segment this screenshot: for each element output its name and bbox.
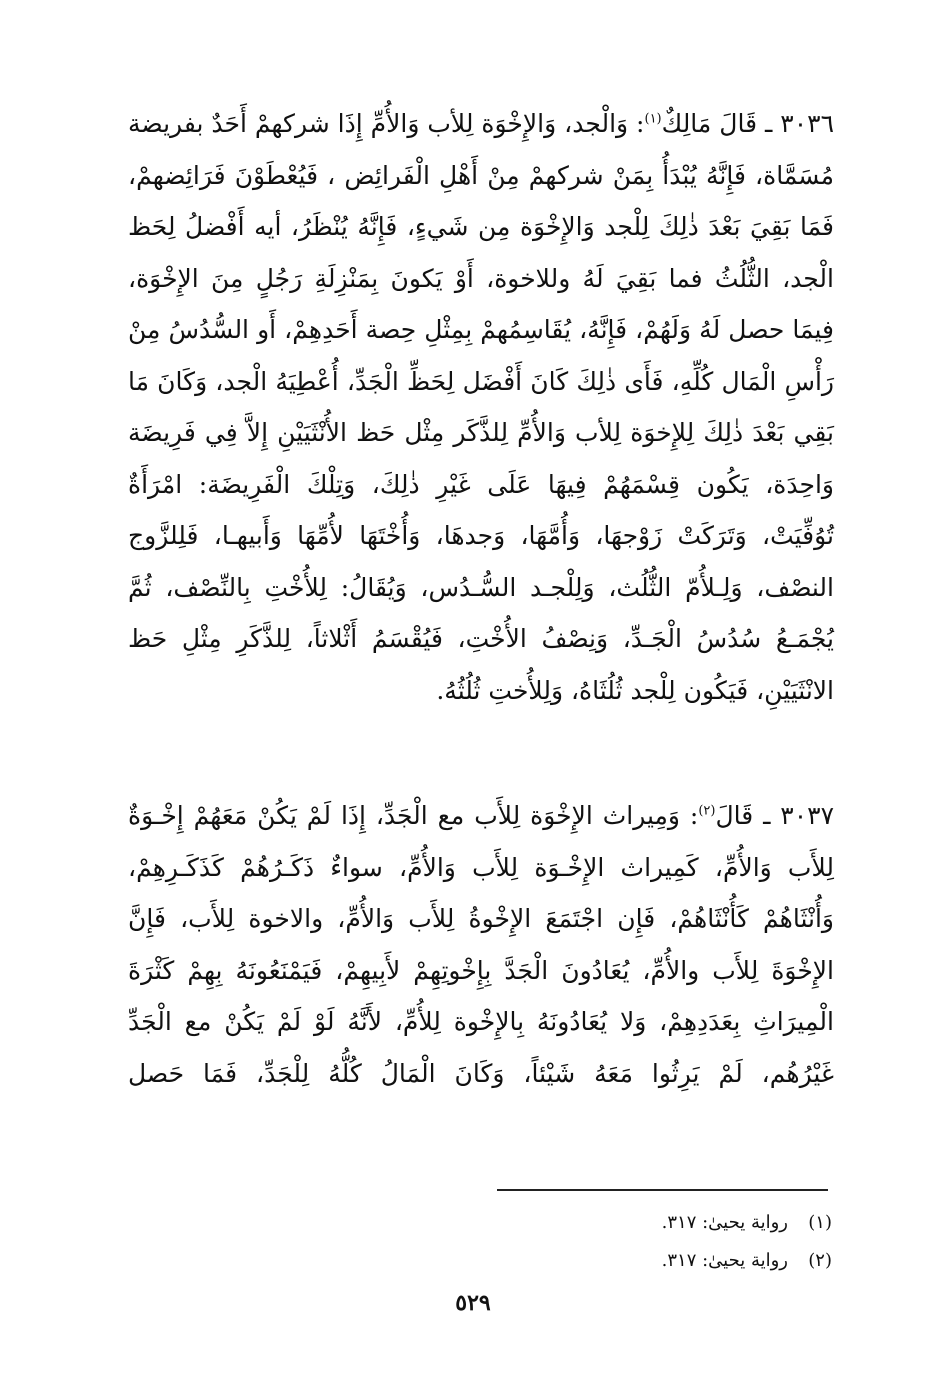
paragraph-number: ٣٠٣٧: [780, 801, 834, 830]
paragraph-3037: [128, 790, 834, 1099]
paragraph-lead: ـ قَالَ مَالِكٌ: [661, 109, 781, 138]
footnote-text: رواية يحيىٰ: ٣١٧.: [661, 1212, 788, 1233]
footnote-reference[interactable]: (١): [644, 111, 662, 127]
paragraph-body: [128, 790, 834, 1099]
page-number: ٥٢٩: [455, 1290, 491, 1316]
footnote-reference[interactable]: (٢): [698, 803, 716, 819]
paragraph-lead: ـ قَالَ: [715, 801, 781, 830]
paragraph-3036: [128, 98, 834, 716]
footnote-number: (٢): [808, 1250, 832, 1271]
paragraph-number: ٣٠٣٦: [780, 109, 834, 138]
paragraph-text: : وَالْجد، وَالإِخْوَة لِلأب وَالأُمِّ إِذَا شركهمْ أَحَدٌ بفريضة مُسَمَّاة، فَإِنَّهُ يُبْدَأُ بِمَنْ شركهمْ مِنْ أَهْلِ الْفَرائِض ، فَيُعْطَوْنَ فَرَائِضهمْ، فَمَا بَقِيَ بَعْدَ ذٰلِكَ لِلْجد وَالإِخْوَة مِن شَيءٍ، فَإِنَّهُ يُنْظَرُ، أيه أَفْضلُ لِحَظ الْجد، الثُّلُثُ فما بَقِيَ لَهُ وللاخوة، أَوْ يَكونَ بِمَنْزِلَةِ رَجُلٍ مِنَ الإِخْوَة، فِيمَا حصل لَهُ وَلَهُمْ، فَإِنَّهُ، يُقَاسِمُهمْ بِمِثْلِ حِصة أَحَدِهِمْ، أَو السُّدُسُ مِنْ رَأْسِ الْمَال كُلِّهِ، فَأَى ذٰلِكَ كَانَ أَفْضَل لِحَظِّ الْجَدِّ، أُعْطِيَهُ الْجد، وَكَانَ مَا بَقِي بَعْدَ ذٰلِكَ لِلإِخوَة لِلأب وَالأُمِّ لِلذَّكَر مِثْل حَظ الأُنْثَيَيْنِ إِلاَّ فِي فَرِيضَة وَاحِدَة، يَكُون قِسْمَهُمْ فِيهَا عَلَى غَيْرِ ذٰلِكَ، وَتِلْكَ الْفَرِيضَة: امْرَأَةٌ تُوُفِّيَتْ، وَتَرَكَتْ زَوْجهَا، وَأُمَّهَا، وَجدهَا، وَأُخْتَهَا لأُمِّهَا وَأَبيهـا، فَلِلزَّوج النصْف، وَلِـلأُمّ الثُّلُث، وَلِلْجـد السُّـدُس، وَيُقَالُ: لِلأُخْتِ بِالنِّصْف، ثُمَّ يُجْمَـعُ سُدُسُ الْجَـدِّ، وَنِصْفُ الأُخْتِ، فَيُقْسَمُ أَثْلاثاً، لِلذَّكَرِ مِثْلِ حَظ الانْثَيَيْنِ، فَيَكُون لِلْجد ثُلُثَاهُ، وَلِلأُختِ ثُلُثُهُ.: [128, 109, 834, 705]
paragraph-body: [128, 98, 834, 716]
footnote-number: (١): [808, 1212, 832, 1233]
footnotes: [500, 1204, 832, 1280]
footnote-item: [500, 1242, 832, 1280]
footnote-separator: [497, 1189, 828, 1191]
footnote-text: رواية يحيىٰ: ٣١٧.: [661, 1250, 788, 1271]
footnote-item: [500, 1204, 832, 1242]
paragraph-text: : وَمِيراث الإِخْوَة لِلأَب مع الْجَدِّ، إِذَا لَمْ يَكُنْ مَعَهُمْ إِخْـوَةٌ لِلأَب وَالأُمِّ، كَمِيراث الإِخْـوَة لِلأَب وَالأُمِّ، سواءٌ ذَكَـرُهُمْ كَذَكَـرِهِمْ، وَأُنْثَاهُمْ كَأُنْثَاهُمْ، فَإِن اجْتَمَعَ الإِخْوةُ لِلأَب وَالأُمِّ، والاخوة لِلأَب، فَإِنَّ الإِخْوَةَ لِلأَب والأُمِّ، يُعَادُونَ الْجَدَّ بِإِخْوتِهِمْ لأَبِيهِمْ، فَيَمْنَعُونَهُ بِهِمْ كَثْرَةَ الْمِيرَاثِ بِعَدَدِهِمْ، وَلا يُعَادُونَهُ بِالإِخْوة لِلأُمِّ، لأَنَّهُ لَوْ لَمْ يَكُنْ مع الْجَدِّ غَيْرُهُم، لَمْ يَرِثُوا مَعَهُ شَيْئاً، وَكَانَ الْمَالُ كُلُّهُ لِلْجَدِّ، فَمَا حَصل: [128, 801, 834, 1088]
